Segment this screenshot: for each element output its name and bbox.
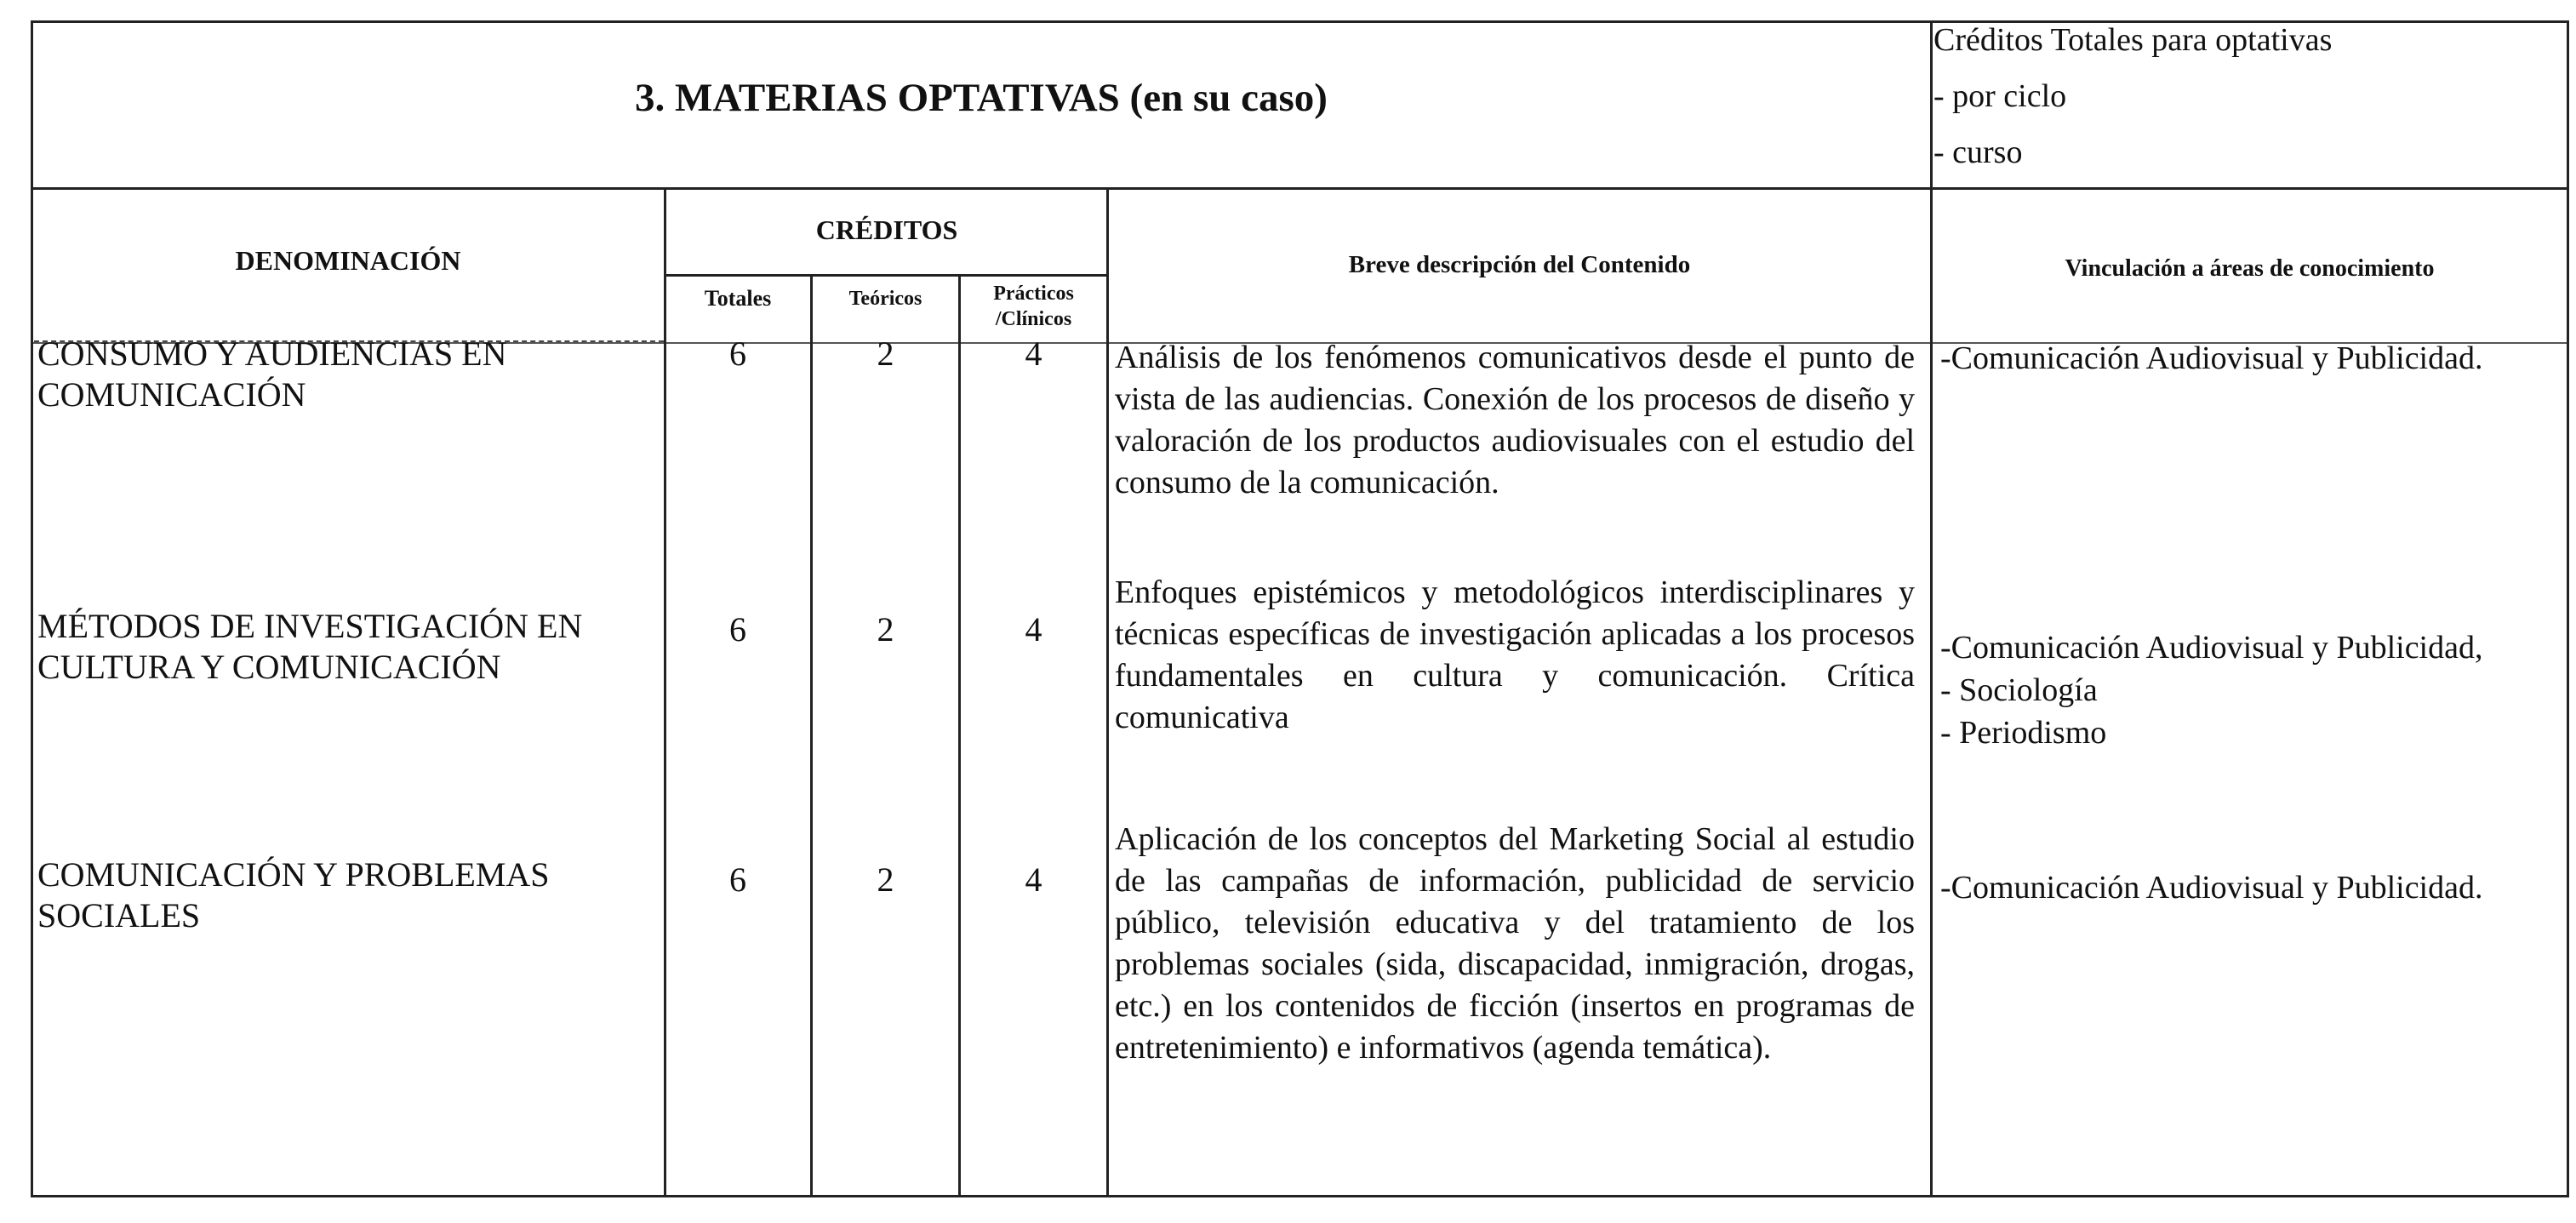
subject-areas xyxy=(1940,626,2570,754)
column-header-teoricos: Teóricos xyxy=(848,288,922,310)
column-header-descripcion: Breve descripción del Contenido xyxy=(1348,251,1691,278)
area-item: -Comunicación Audiovisual y Publicidad. xyxy=(1940,340,2483,376)
credits-practicos: 4 xyxy=(1025,610,1042,649)
page-title: 3. MATERIAS OPTATIVAS (en su caso) xyxy=(635,76,1328,120)
column-header-creditos: CRÉDITOS xyxy=(815,214,958,245)
credits-teoricos: 2 xyxy=(877,334,894,373)
subject-areas xyxy=(1940,866,2570,909)
subject-description: Análisis de los fenómenos comunicativos desde el punto de vista de las audiencias. Conexión de los procesos de diseño y valoración de los productos audiovisuales con el estudio del consumo de la comunicación. xyxy=(1115,340,1915,500)
column-header-vinculacion: Vinculación a áreas de conocimiento xyxy=(2065,255,2435,282)
subject-name: MÉTODOS DE INVESTIGACIÓN EN CULTURA Y COMUNICACIÓN xyxy=(37,607,583,686)
column-header-totales: Totales xyxy=(704,286,772,311)
credits-totales: 6 xyxy=(729,334,746,373)
credits-teoricos: 2 xyxy=(877,860,894,899)
credits-note-line: - curso xyxy=(1933,134,2023,170)
area-item: - Sociología xyxy=(1940,672,2098,708)
credits-practicos: 4 xyxy=(1025,860,1042,899)
subject-name: CONSUMO Y AUDIENCIAS EN COMUNICACIÓN xyxy=(37,334,507,414)
subject-description: Aplicación de los conceptos del Marketing Social al estudio de las campañas de información, publicidad de servicio público, televisión educativa y del tratamiento de los problemas sociales (sida, discapacidad, inmigración, drogas, etc.) en los contenidos de ficción (insertos en programas de entretenimiento) e informativos (agenda temática). xyxy=(1115,821,1915,1066)
credits-note-line: Créditos Totales para optativas xyxy=(1933,22,2333,58)
credits-teoricos: 2 xyxy=(877,610,894,649)
credits-note-line: - por ciclo xyxy=(1933,78,2067,114)
credits-totales: 6 xyxy=(729,860,746,899)
credits-totales: 6 xyxy=(729,610,746,649)
credits-practicos: 4 xyxy=(1025,334,1042,373)
area-item: -Comunicación Audiovisual y Publicidad. xyxy=(1940,870,2483,906)
area-item: -Comunicación Audiovisual y Publicidad, xyxy=(1940,630,2483,666)
subject-description: Enfoques epistémicos y metodológicos interdisciplinares y técnicas específicas de investigación aplicadas a los procesos fundamentales en cultura y comunicación. Crítica comunicativa xyxy=(1115,574,1915,735)
column-header-practicos xyxy=(961,281,1106,332)
subject-areas xyxy=(1940,337,2570,380)
column-header-practicos-line: /Clínicos xyxy=(995,308,1072,330)
column-header-practicos-line: Prácticos xyxy=(993,283,1074,305)
subject-name: COMUNICACIÓN Y PROBLEMAS SOCIALES xyxy=(37,855,550,934)
credits-note xyxy=(1933,12,2332,180)
area-item: - Periodismo xyxy=(1940,715,2107,751)
column-header-denominacion: DENOMINACIÓN xyxy=(235,245,461,276)
